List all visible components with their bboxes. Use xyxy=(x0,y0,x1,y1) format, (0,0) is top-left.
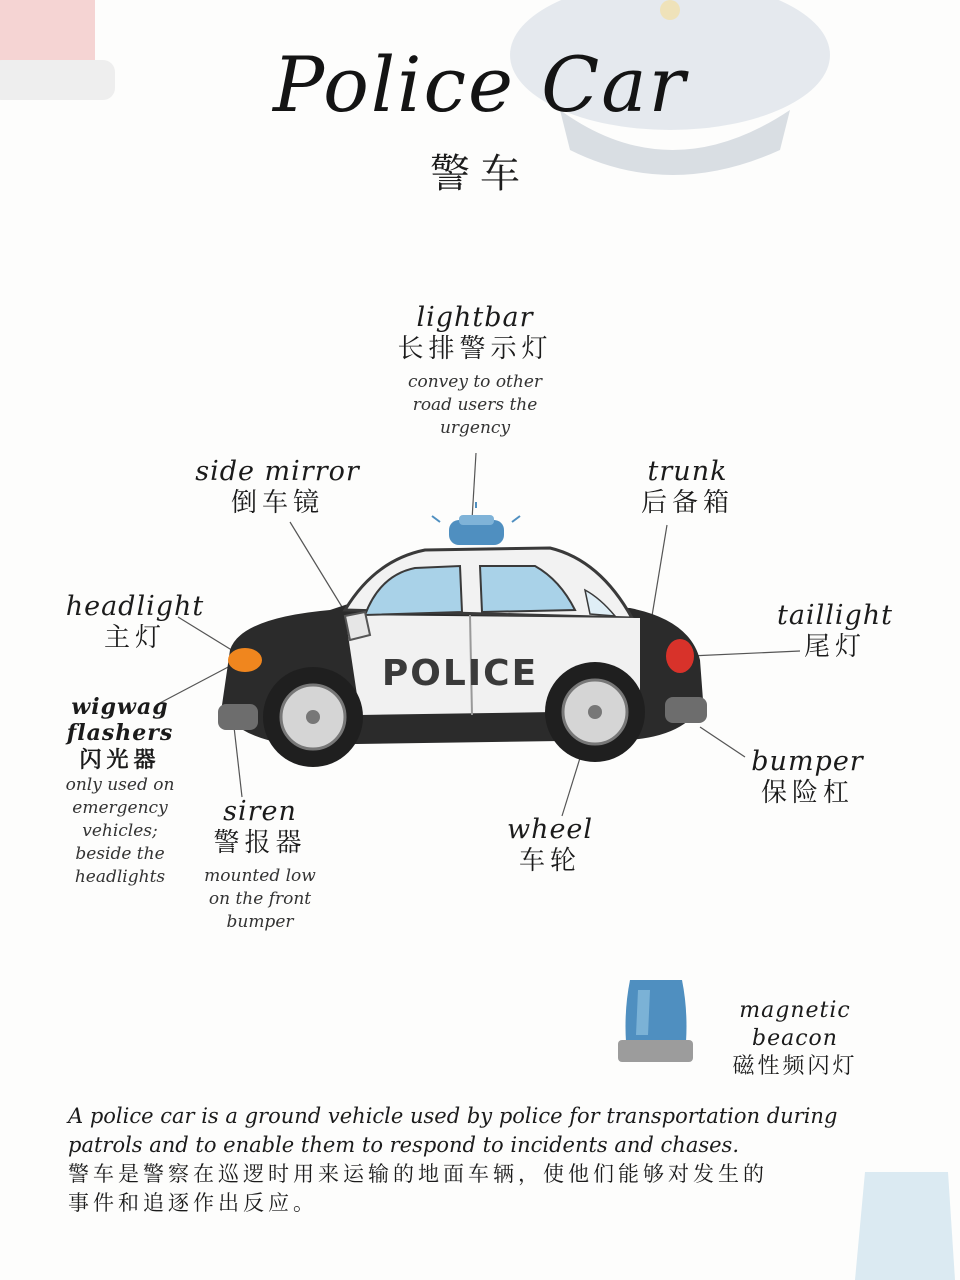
description-en-2: patrols and to enable them to respond to incidents and chases. xyxy=(68,1133,740,1157)
label-headlight-en: headlight xyxy=(65,591,205,622)
label-wheel-en: wheel xyxy=(506,814,594,845)
label-bumper xyxy=(745,747,870,809)
label-siren xyxy=(190,797,330,934)
label-side-mirror xyxy=(190,457,365,519)
label-siren-note-3: bumper xyxy=(226,912,294,932)
label-wheel-zh: 车轮 xyxy=(518,846,581,876)
lightbar-icon xyxy=(432,502,520,545)
label-wheel xyxy=(495,815,605,877)
label-lightbar-en: lightbar xyxy=(416,302,534,333)
label-wigwag-note-5: headlights xyxy=(74,867,166,887)
label-lightbar-note-1: convey to other xyxy=(407,372,543,392)
label-wigwag-note-4: beside the xyxy=(75,844,165,864)
description-zh-2: 事件和追逐作出反应。 xyxy=(68,1191,318,1215)
label-wigwag-note-3: vehicles; xyxy=(82,821,158,841)
label-side-mirror-en: side mirror xyxy=(195,456,360,487)
label-headlight-zh: 主灯 xyxy=(103,623,166,653)
label-beacon xyxy=(695,997,895,1081)
label-taillight-en: taillight xyxy=(776,600,893,631)
label-taillight xyxy=(765,601,905,663)
label-wigwag-en-1: wigwag xyxy=(71,694,169,720)
label-side-mirror-zh: 倒车镜 xyxy=(230,488,324,518)
label-trunk-zh: 后备箱 xyxy=(640,488,734,518)
label-lightbar-note-2: road users the xyxy=(412,395,538,415)
label-lightbar-note-3: urgency xyxy=(439,418,511,438)
label-bumper-zh: 保险杠 xyxy=(760,778,854,808)
page-subtitle: 警车 xyxy=(430,151,530,197)
label-wigwag-note-1: only used on xyxy=(65,775,175,795)
label-headlight xyxy=(60,592,210,654)
magnetic-beacon-icon xyxy=(618,980,693,1062)
label-siren-note-1: mounted low xyxy=(204,866,316,886)
car-door-text: POLICE xyxy=(381,653,539,694)
label-wigwag-note-2: emergency xyxy=(72,798,168,818)
label-siren-zh: 警报器 xyxy=(213,828,307,858)
label-trunk-en: trunk xyxy=(647,456,728,487)
label-siren-note-2: on the front xyxy=(208,889,312,909)
label-wigwag-en-2: flashers xyxy=(66,720,174,746)
description-en-1: A police car is a ground vehicle used by police for transportation during xyxy=(68,1104,838,1128)
label-beacon-en: magnetic beacon xyxy=(739,998,851,1051)
label-wigwag xyxy=(50,694,190,889)
label-beacon-zh: 磁性频闪灯 xyxy=(732,1054,858,1079)
label-siren-en: siren xyxy=(223,796,297,827)
label-wigwag-zh: 闪光器 xyxy=(79,747,161,773)
description xyxy=(68,1102,908,1218)
label-trunk xyxy=(620,457,755,519)
label-bumper-en: bumper xyxy=(751,746,864,777)
label-taillight-zh: 尾灯 xyxy=(803,632,866,662)
description-zh-1: 警车是警察在巡逻时用来运输的地面车辆，使他们能够对发生的 xyxy=(68,1162,768,1186)
page-title: Police Car xyxy=(273,40,687,129)
label-lightbar-zh: 长排警示灯 xyxy=(397,334,553,364)
label-lightbar xyxy=(380,303,570,440)
